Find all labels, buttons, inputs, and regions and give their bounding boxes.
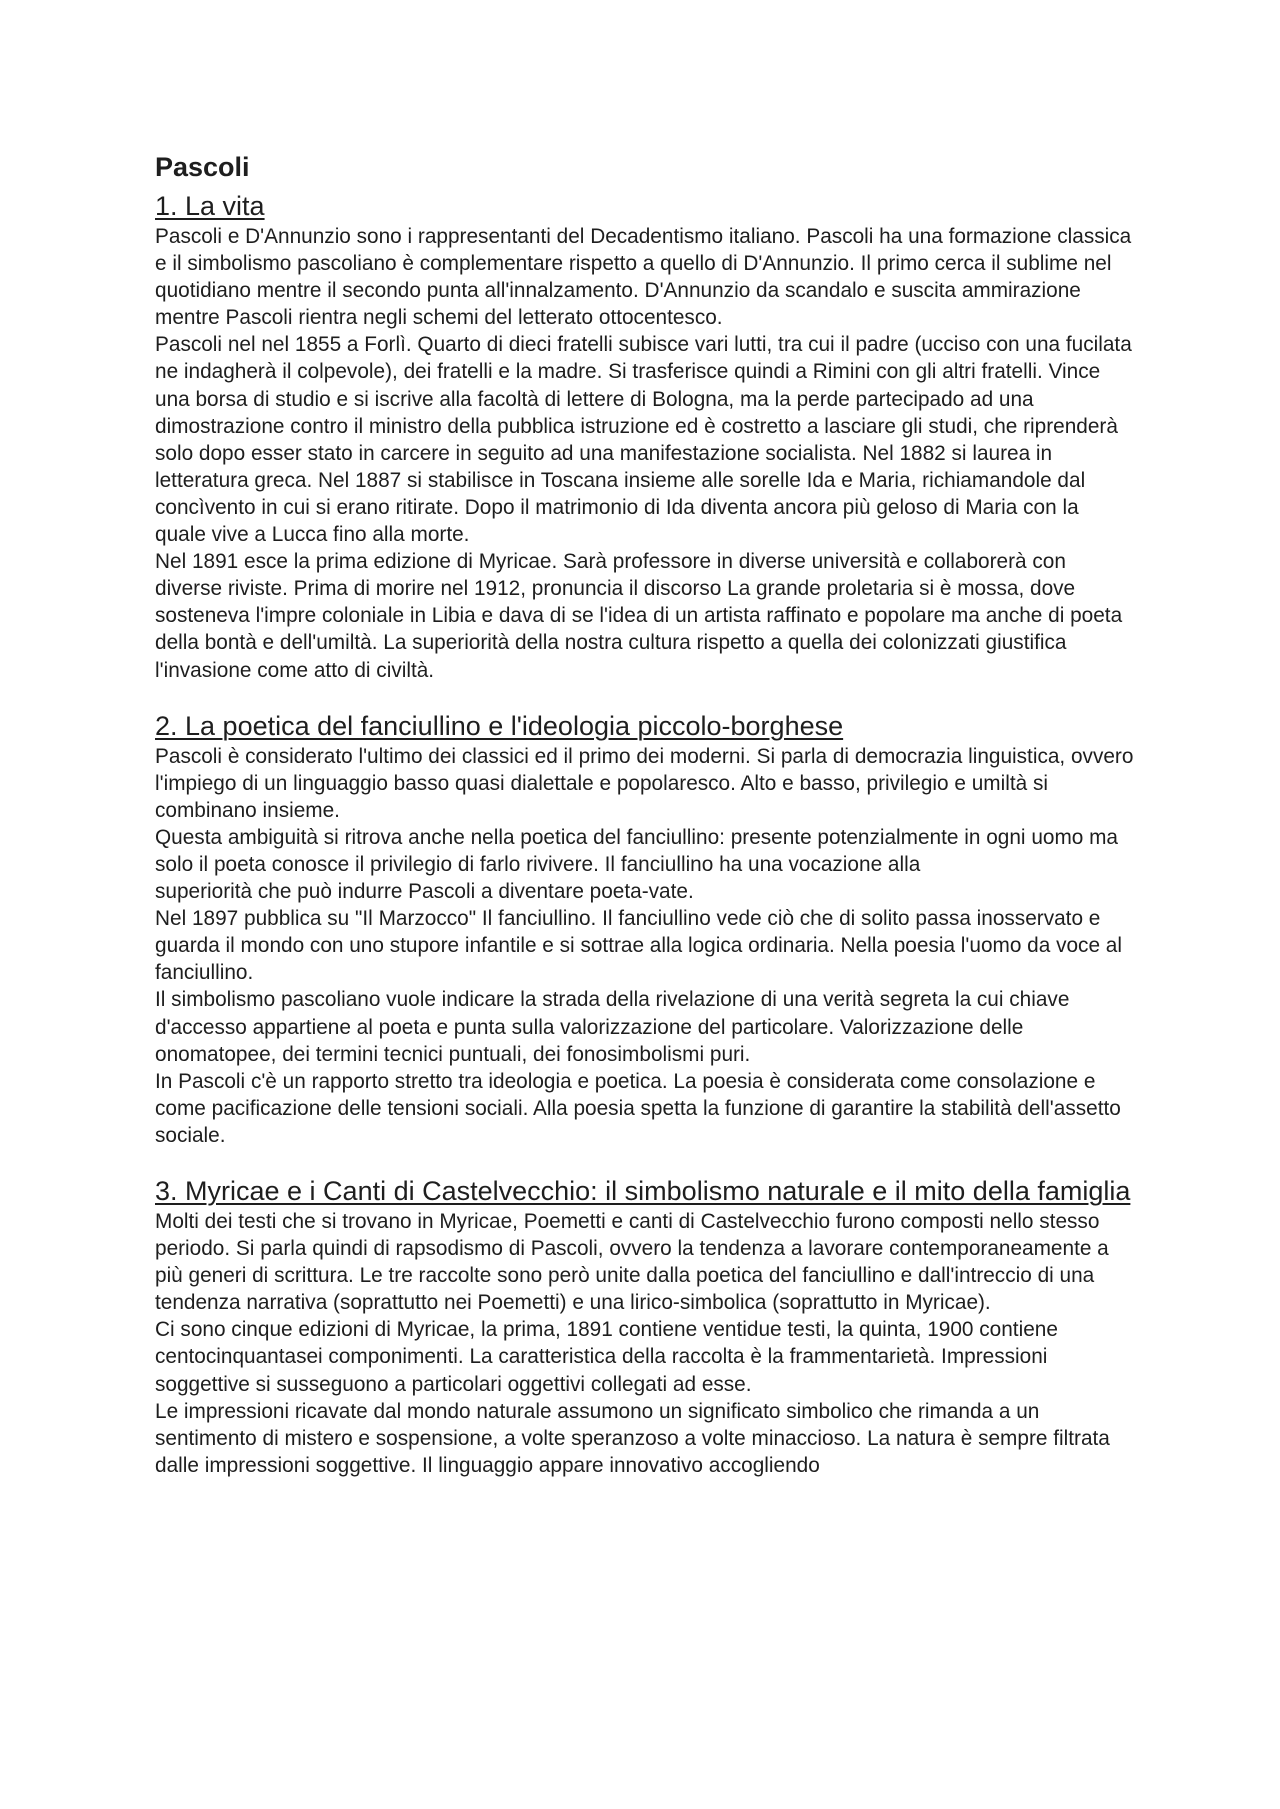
- paragraph: Molti dei testi che si trovano in Myricae, Poemetti e canti di Castelvecchio furono composti nello stesso periodo. Si parla quindi di rapsodismo di Pascoli, ovvero la tendenza a lavorare contemporaneamente a più generi di scrittura. Le tre raccolte sono però unite dalla poetica del fanciullino e dall'intreccio di una tendenza narrativa (soprattutto nei Poemetti) e una lirico-simbolica (soprattutto in Myricae).: [155, 1210, 1109, 1315]
- paragraph: Pascoli nel nel 1855 a Forlì. Quarto di dieci fratelli subisce vari lutti, tra cui il padre (ucciso con una fucilata ne indagherà il colpevole), dei fratelli e la madre. Si trasferisce quindi a Rimini con gli altri fratelli. Vince una borsa di studio e si iscrive alla facoltà di lettere di Bologna, ma la perde partecipado ad una dimostrazione contro il ministro della pubblica istruzione ed è costretto a lasciare gli studi, che riprenderà solo dopo esser stato in carcere in seguito ad una manifestazione socialista. Nel 1882 si laurea in letteratura greca. Nel 1887 si stabilisce in Toscana insieme alle sorelle Ida e Maria, richiamandole dal concìvento in cui si erano ritirate. Dopo il matrimonio di Ida diventa ancora più geloso di Maria con la quale vive a Lucca fino alla morte.: [155, 333, 1132, 547]
- section-poetica-fanciullino: [155, 710, 1135, 1149]
- section-la-vita: [155, 190, 1135, 684]
- paragraph: Questa ambiguità si ritrova anche nella poetica del fanciullino: presente potenzialmente in ogni uomo ma solo il poeta conosce il privilegio di farlo rivivere. Il fanciullino ha una vocazione alla: [155, 825, 1119, 876]
- paragraph: Le impressioni ricavate dal mondo naturale assumono un significato simbolico che rimanda a un sentimento di mistero e sospensione, a volte speranzoso a volte minaccioso. La natura è sempre filtrata dalle impressioni soggettive. Il linguaggio appare innovativo accogliendo: [155, 1399, 1110, 1477]
- paragraph: Pascoli e D'Annunzio sono i rappresentanti del Decadentismo italiano. Pascoli ha una formazione classica e il simbolismo pascoliano è complementare rispetto a quello di D'Annunzio. Il primo cerca il sublime nel quotidiano mentre il secondo punta all'innalzamento. D'Annunzio da scandalo e suscita ammirazione mentre Pascoli rientra negli schemi del letterato ottocentesco.: [155, 225, 1132, 330]
- paragraph: Pascoli è considerato l'ultimo dei classici ed il primo dei moderni. Si parla di democrazia linguistica, ovvero l'impiego di un linguaggio basso quasi dialettale e popolaresco. Alto e basso, privilegio e umiltà si combinano insieme.: [155, 744, 1134, 822]
- paragraph: superiorità che può indurre Pascoli a diventare poeta-vate.: [155, 880, 694, 904]
- document-title: Pascoli: [155, 152, 250, 182]
- section-myricae-canti: [155, 1175, 1135, 1479]
- paragraph: Il simbolismo pascoliano vuole indicare la strada della rivelazione di una verità segreta la cui chiave d'accesso appartiene al poeta e punta sulla valorizzazione del particolare. Valorizzazione delle onomatopee, dei termini tecnici puntuali, dei fonosimbolismi puri.: [155, 988, 1070, 1066]
- document-page: [155, 150, 1135, 1479]
- paragraph: Ci sono cinque edizioni di Myricae, la prima, 1891 contiene ventidue testi, la quinta, 1900 contiene centocinquantasei componimenti. La caratteristica della raccolta è la frammentarietà. Impressioni soggettive si susseguono a particolari oggettivi collegati ad esse.: [155, 1318, 1058, 1396]
- paragraph: Nel 1897 pubblica su "Il Marzocco" Il fanciullino. Il fanciullino vede ciò che di solito passa inosservato e guarda il mondo con uno stupore infantile e si sottrae alla logica ordinaria. Nella poesia l'uomo da voce al fanciullino.: [155, 907, 1122, 985]
- paragraph: Nel 1891 esce la prima edizione di Myricae. Sarà professore in diverse università e collaborerà con diverse riviste. Prima di morire nel 1912, pronuncia il discorso La grande proletaria si è mossa, dove sosteneva l'impre coloniale in Libia e dava di se l'idea di un artista raffinato e popolare ma anche di poeta della bontà e dell'umiltà. La superiorità della nostra cultura rispetto a quella dei colonizzati giustifica l'invasione come atto di civiltà.: [155, 550, 1123, 682]
- section-heading: 1. La vita: [155, 191, 265, 221]
- paragraph: In Pascoli c'è un rapporto stretto tra ideologia e poetica. La poesia è considerata come consolazione e come pacificazione delle tensioni sociali. Alla poesia spetta la funzione di garantire la stabilità dell'assetto sociale.: [155, 1069, 1121, 1147]
- section-heading: 2. La poetica del fanciullino e l'ideologia piccolo-borghese: [155, 710, 844, 741]
- section-heading: 3. Myricae e i Canti di Castelvecchio: il simbolismo naturale e il mito della famiglia: [155, 1176, 1131, 1206]
